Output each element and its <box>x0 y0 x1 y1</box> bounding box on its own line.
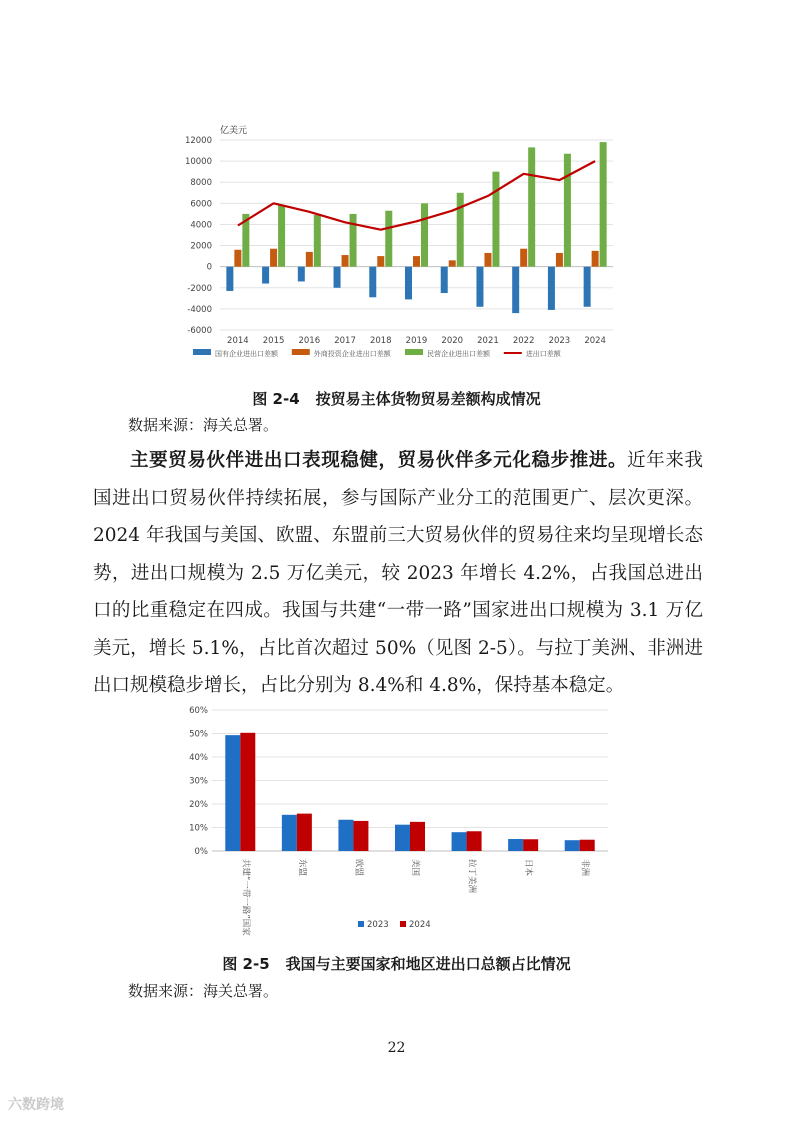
bar-2015-0 <box>262 267 269 284</box>
x-tick-label: 2018 <box>369 336 392 346</box>
x-tick-label: 2016 <box>298 336 321 346</box>
bar-2023-1 <box>556 253 563 267</box>
y-tick-label: 30% <box>189 776 208 787</box>
x-tick-label-group <box>523 859 534 877</box>
bar-2023-2 <box>564 154 571 267</box>
x-tick-label: 2019 <box>405 336 428 346</box>
x-tick-label: 2020 <box>441 336 464 346</box>
x-tick-label: 东盟 <box>296 859 307 877</box>
x-tick-label: 拉丁美洲 <box>466 859 477 894</box>
bar-2020-2 <box>457 193 464 267</box>
bar-2020-1 <box>449 260 456 266</box>
bar-2021-0 <box>476 267 483 307</box>
x-tick-label-group <box>467 859 478 893</box>
y-tick-label: -2000 <box>187 283 212 294</box>
bar-2014-0 <box>226 267 233 291</box>
y-tick-label: 50% <box>189 729 208 740</box>
x-tick-label: 2014 <box>227 336 249 346</box>
bar-2019-1 <box>413 256 420 267</box>
figure-2-4-source: 数据来源：海关总署。 <box>128 416 279 434</box>
bar-美国-2023 <box>395 825 410 851</box>
watermark: 六数跨境 <box>8 1097 64 1113</box>
y-tick-label: 0 <box>206 262 212 273</box>
bar-2022-1 <box>520 249 527 267</box>
x-tick-label: 2021 <box>477 336 499 346</box>
x-tick-label: 2024 <box>584 336 606 346</box>
bar-2018-0 <box>369 267 376 298</box>
y-tick-label: 10% <box>189 823 208 834</box>
legend-swatch <box>193 349 211 355</box>
figure-2-4-title: 按贸易主体货物贸易差额构成情况 <box>315 390 541 408</box>
legend-label: 进出口差额 <box>525 350 561 358</box>
bar-日本-2024 <box>523 839 538 851</box>
x-tick-label: 共建“一带一路”国家 <box>240 859 251 936</box>
x-tick-label: 2022 <box>512 336 535 346</box>
bar-2016-0 <box>298 267 305 282</box>
trade-balance-line <box>238 161 595 230</box>
bar-2019-2 <box>421 203 428 266</box>
paragraph-body: 近年来我国进出口贸易伙伴持续拓展，参与国际产业分工的范围更广、层次更深。2024 年我国与美国、欧盟、东盟前三大贸易伙伴的贸易往来均呈现增长态势，进出口规模为 2.5 万亿美元，较 2023 年增长 4.2%，占我国总进出口的比重稳定在四成。我国与共建“一带一路”国家进出口规模为 3.1 万亿美元，增长 5.1%，占比首次超过 50%（见图 2-5）。与拉丁美洲、非洲进出口规模稳步增长，占比分别为 8.4%和 4.8%，保持基本稳定。 <box>93 450 703 696</box>
bar-共建“一带一路”国家-2023 <box>225 735 240 851</box>
trade-balance-chart <box>178 118 620 368</box>
bar-日本-2023 <box>508 839 523 851</box>
bar-2016-1 <box>306 252 313 267</box>
y-tick-label: 40% <box>189 753 208 763</box>
figure-2-5-title: 我国与主要国家和地区进出口总额占比情况 <box>285 955 571 973</box>
y-tick-label: 2000 <box>190 241 212 252</box>
legend-label: 2023 <box>367 920 389 930</box>
x-tick-label: 非洲 <box>579 859 590 877</box>
y-unit-label: 亿美元 <box>220 126 248 136</box>
legend-label: 2024 <box>409 920 431 930</box>
figure-2-5-source: 数据来源：海关总署。 <box>128 982 279 1000</box>
bar-美国-2024 <box>410 822 425 851</box>
y-tick-label: -4000 <box>187 304 212 315</box>
legend-label: 国有企业进出口差额 <box>215 350 278 358</box>
x-tick-label-group <box>580 859 591 876</box>
x-tick-label: 2023 <box>548 336 571 346</box>
y-tick-label: 8000 <box>190 178 212 189</box>
bar-2024-1 <box>592 251 599 267</box>
bar-2023-0 <box>548 267 555 310</box>
body-paragraph <box>93 442 703 705</box>
legend-swatch <box>292 349 310 355</box>
bar-非洲-2024 <box>580 840 595 851</box>
x-tick-label-group <box>240 859 251 936</box>
bar-2018-2 <box>385 211 392 267</box>
paragraph-lead: 主要贸易伙伴进出口表现稳健，贸易伙伴多元化稳步推进。 <box>130 450 628 471</box>
bar-2018-1 <box>377 256 384 267</box>
legend-label: 民营企业进出口差额 <box>427 350 490 358</box>
x-tick-label-group <box>297 859 308 877</box>
bar-拉丁美洲-2023 <box>452 832 467 851</box>
bar-欧盟-2024 <box>353 821 368 851</box>
bar-2017-0 <box>334 267 341 288</box>
bar-2019-0 <box>405 267 412 300</box>
bar-2022-2 <box>528 147 535 266</box>
bar-2015-1 <box>270 249 277 267</box>
bar-2020-0 <box>441 267 448 293</box>
y-tick-label: 20% <box>189 800 208 810</box>
y-tick-label: 4000 <box>190 220 212 231</box>
bar-2024-0 <box>584 267 591 307</box>
partner-share-chart <box>178 700 618 940</box>
legend-label: 外商投资企业进出口差额 <box>313 350 391 358</box>
figure-2-4-caption <box>0 388 793 409</box>
bar-欧盟-2023 <box>338 820 353 851</box>
legend-swatch <box>400 921 406 927</box>
y-tick-label: 0% <box>194 847 208 857</box>
x-tick-label: 欧盟 <box>353 859 364 877</box>
y-tick-label: 60% <box>189 706 208 716</box>
bar-2022-0 <box>512 267 519 313</box>
bar-2017-2 <box>350 214 357 267</box>
bar-2016-2 <box>314 215 321 267</box>
bar-2024-2 <box>600 142 607 267</box>
legend-swatch <box>358 921 364 927</box>
figure-2-4-number: 图 2-4 <box>252 390 300 408</box>
bar-拉丁美洲-2024 <box>467 831 482 851</box>
bar-2014-1 <box>234 250 241 267</box>
page-number: 22 <box>387 1040 406 1056</box>
bar-共建“一带一路”国家-2024 <box>240 733 255 851</box>
bar-2021-2 <box>492 172 499 267</box>
y-tick-label: 10000 <box>184 157 212 168</box>
y-tick-label: -6000 <box>187 326 212 336</box>
bar-2015-2 <box>278 205 285 266</box>
bar-东盟-2024 <box>297 814 312 851</box>
x-tick-label-group <box>410 859 421 877</box>
x-tick-label-group <box>353 859 364 877</box>
x-tick-label: 日本 <box>523 859 534 877</box>
bar-2017-1 <box>342 255 349 267</box>
y-tick-label: 6000 <box>190 199 212 210</box>
y-tick-label: 12000 <box>184 136 212 146</box>
x-tick-label: 2015 <box>262 336 285 346</box>
legend-swatch <box>405 349 423 355</box>
bar-东盟-2023 <box>282 815 297 851</box>
x-tick-label: 2017 <box>334 336 356 346</box>
bar-非洲-2023 <box>565 840 580 851</box>
bar-2021-1 <box>484 253 491 267</box>
figure-2-5-caption <box>0 953 793 974</box>
x-tick-label: 美国 <box>410 859 420 877</box>
figure-2-5-number: 图 2-5 <box>222 955 270 973</box>
